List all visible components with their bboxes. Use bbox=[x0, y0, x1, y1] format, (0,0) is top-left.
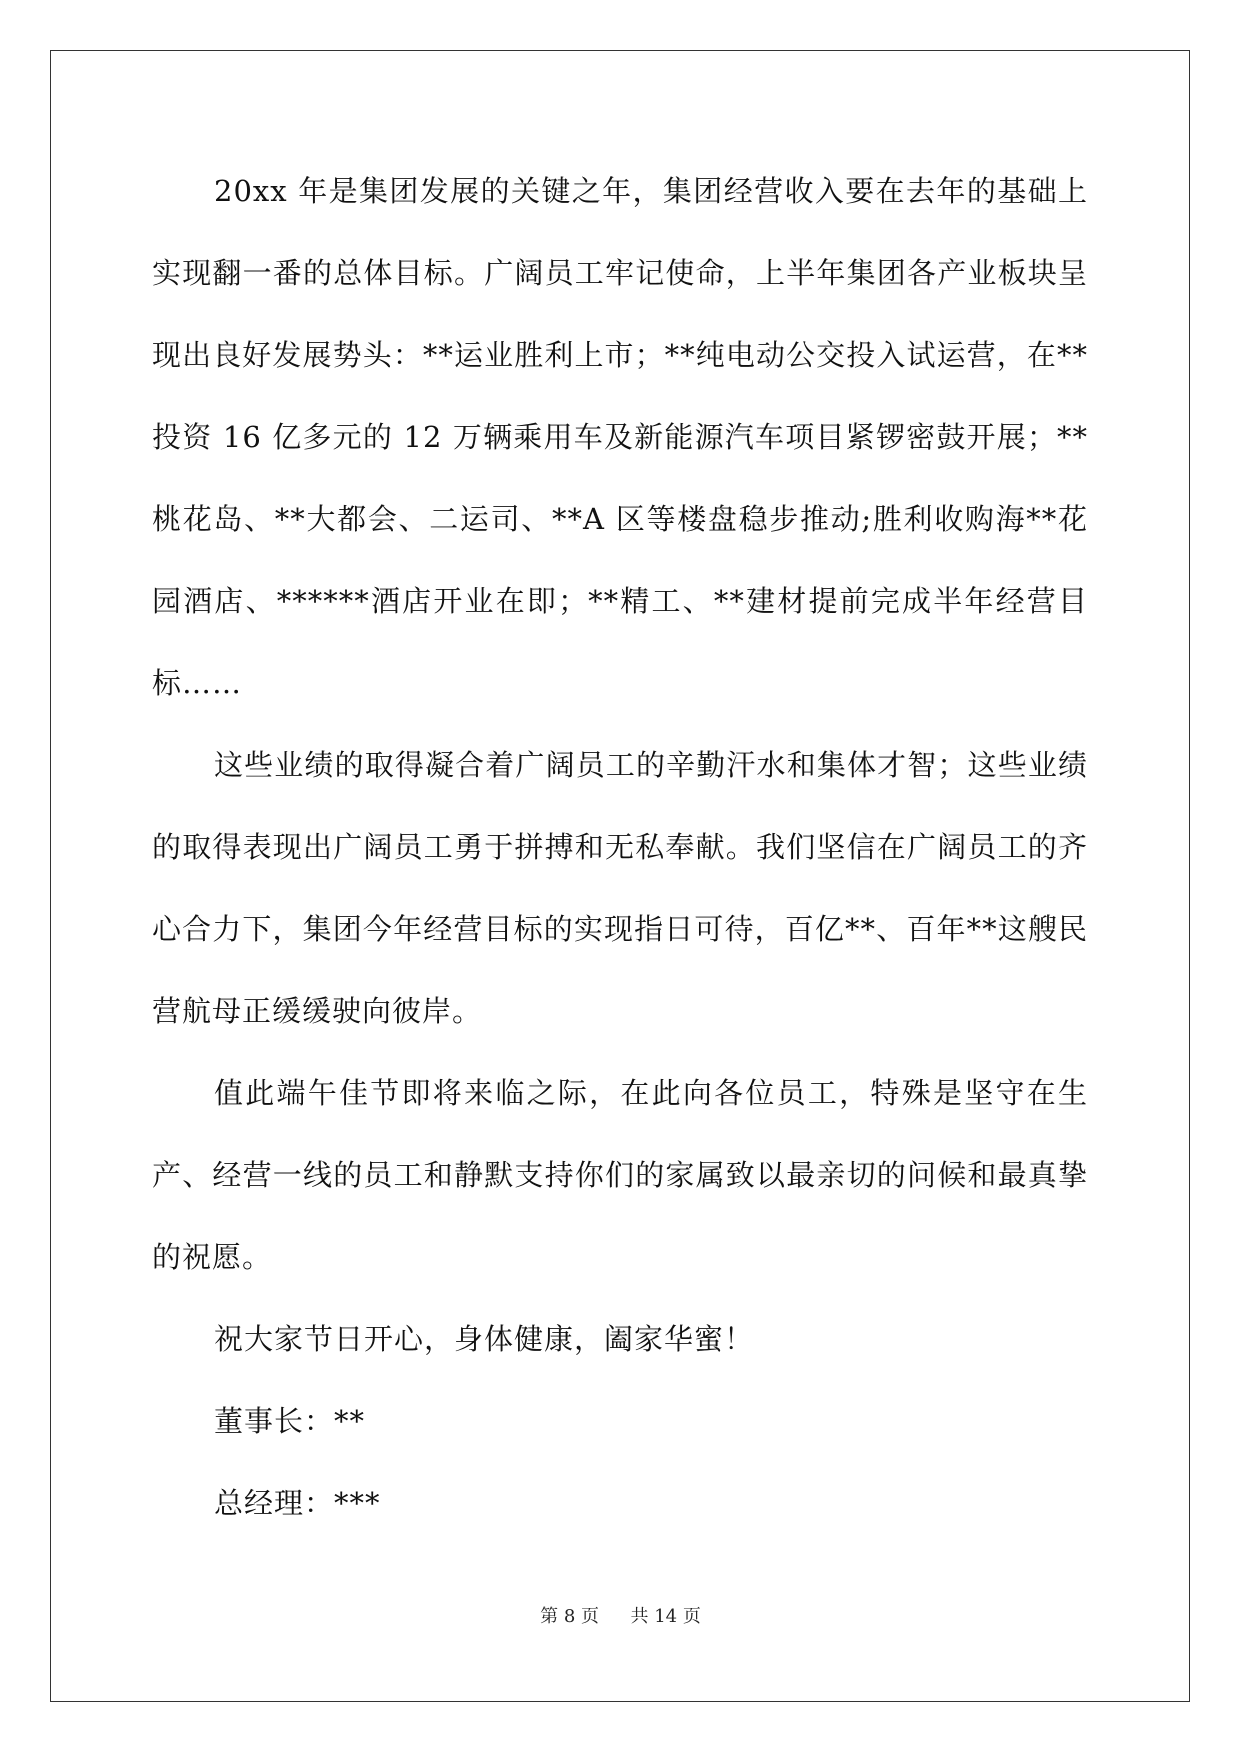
paragraph-wishes: 祝大家节日开心，身体健康，阖家华蜜！ bbox=[214, 1322, 755, 1356]
paragraph-achievements: 20xx 年是集团发展的关键之年，集团经营收入要在去年的基础上实现翻一番的总体目标。广阔员工牢记使命，上半年集团各产业板块呈现出良好发展势头：**运业胜利上市；**纯电动公交投入试运营，在**投资 16 亿多元的 12 万辆乘用车及新能源汽车项目紧锣密鼓开展；**桃花岛、**大都会、二运司、**A 区等楼盘稳步推动;胜利收购海**花园酒店、******酒店开业在即；**精工、**建材提前完成半年经营目标…… bbox=[152, 174, 1088, 700]
page-number-total: 共 14 页 bbox=[630, 1606, 701, 1627]
page-footer bbox=[0, 1602, 1241, 1628]
signature-general-manager: 总经理：*** bbox=[214, 1486, 381, 1520]
paragraph-gratitude: 这些业绩的取得凝合着广阔员工的辛勤汗水和集体才智；这些业绩的取得表现出广阔员工勇于拼搏和无私奉献。我们坚信在广阔员工的齐心合力下，集团今年经营目标的实现指日可待，百亿**、百年**这艘民营航母正缓缓驶向彼岸。 bbox=[152, 748, 1088, 1028]
document-body bbox=[152, 150, 1088, 1544]
page-number-current: 第 8 页 bbox=[540, 1606, 600, 1627]
signature-chairman: 董事长：** bbox=[214, 1404, 366, 1438]
paragraph-festival-greeting: 值此端午佳节即将来临之际，在此向各位员工，特殊是坚守在生产、经营一线的员工和静默支持你们的家属致以最亲切的问候和最真挚的祝愿。 bbox=[152, 1076, 1088, 1274]
